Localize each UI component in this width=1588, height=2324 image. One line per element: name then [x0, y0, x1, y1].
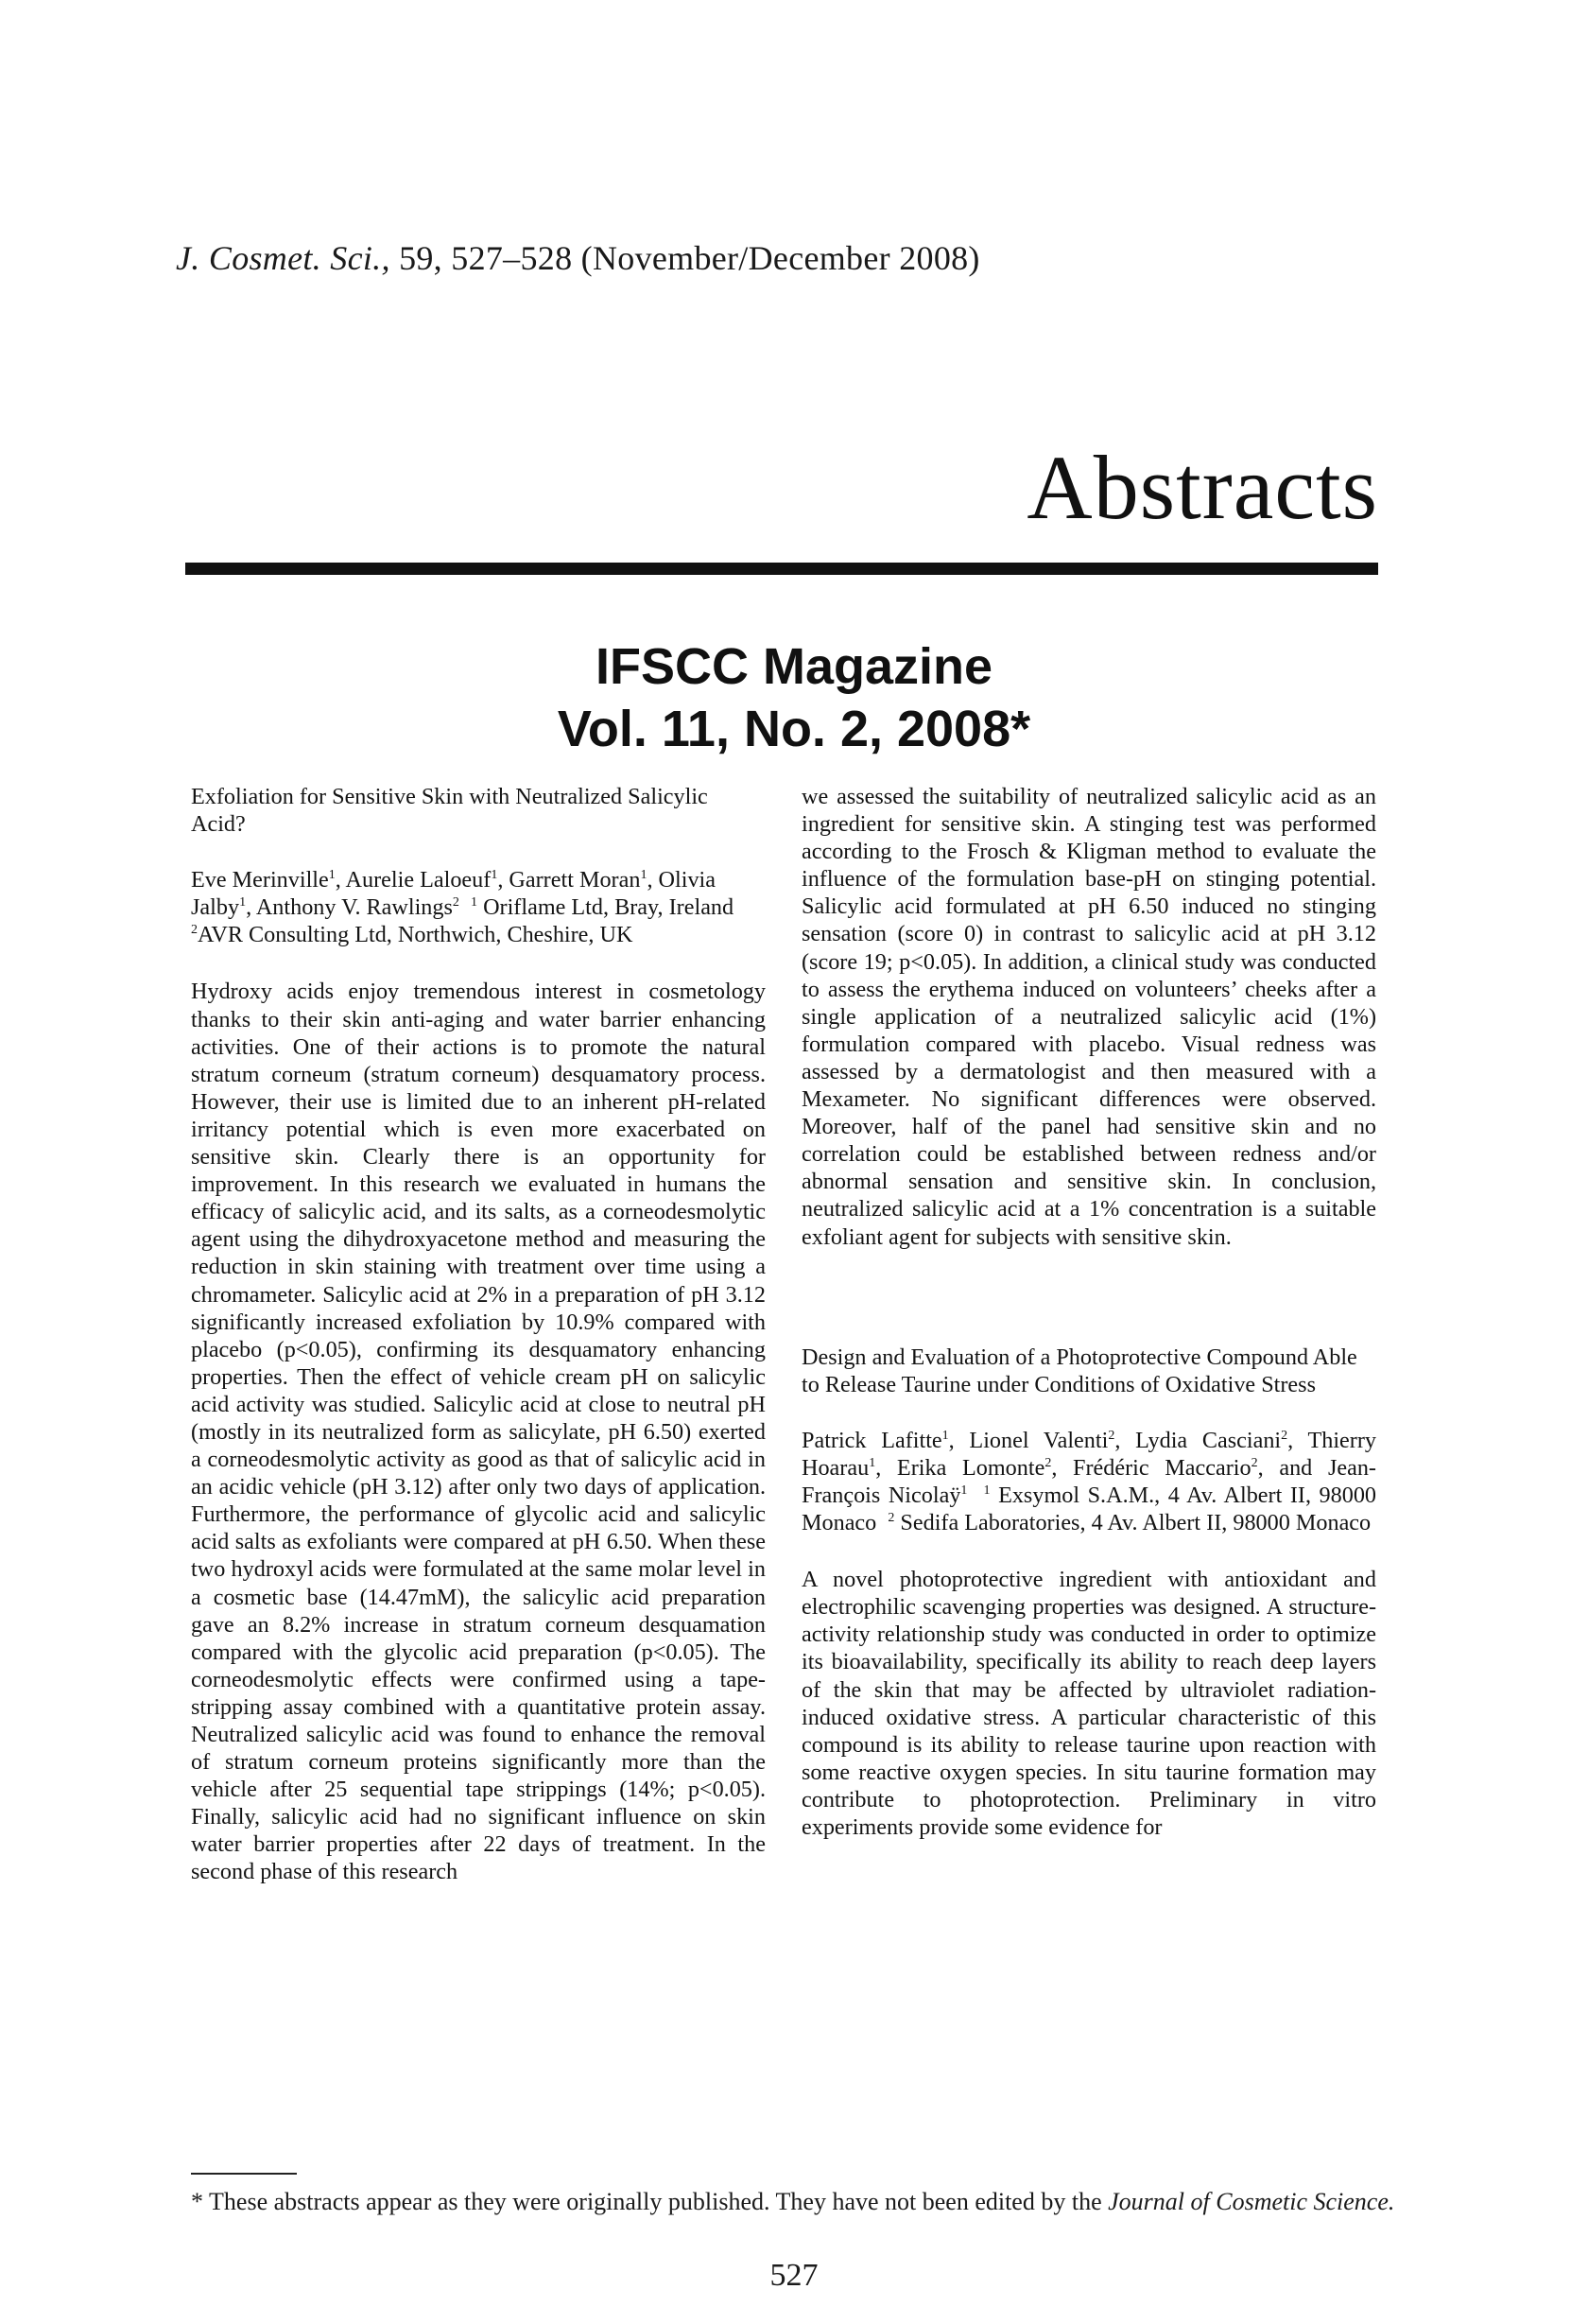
affiliation: AVR Consulting Ltd, Northwich, Cheshire, UK	[198, 922, 633, 948]
running-head	[176, 238, 980, 278]
affiliation: Sedifa Laboratories, 4 Av. Albert II, 98000 Monaco	[900, 1510, 1372, 1536]
footnote-rule	[191, 2173, 297, 2175]
section-title: Abstracts	[1027, 437, 1378, 538]
author: Erika Lomonte	[896, 1454, 1045, 1481]
left-column	[191, 783, 766, 1886]
abstract1-body-part2: we assessed the suitability of neutralized salicylic acid as an ingredient for sensitive skin. A stinging test was performed according to the Frosch & Kligman method to evaluate the influence of the formulation base-pH on stinging potential. Salicylic acid formulated at pH 6.50 induced no stinging sensation (score 0) in contrast to salicylic acid at pH 3.12 (score 19; p<0.05). In addition, a clinical study was conducted to assess the erythema induced on volunteers’ cheeks after a single application of a neutralized salicylic acid (1%) formulation compared with placebo. Visual redness was assessed by a dermatologist and then measured with a Mexameter. No significant differences were observed. Moreover, half of the panel had sensitive skin and no correlation could be established between redness and/or abnormal sensation and sensitive skin. In conclusion, neutralized salicylic acid at a 1% concentration is a suitable exfoliant agent for subjects with sensitive skin.	[802, 784, 1376, 1250]
abstract2-authors: Patrick Lafitte$^1$, Lionel Valenti$^2$, Lydia Casciani$^2$, Thierry Hoarau$^1$, Erika Lomonte$^2$, Frédéric Maccario$^2$, and Jean-François Nicolaÿ$^1$ $^1$ Exsymol S.A.M., 4 Av. Albert II, 98000 Monaco $^2$ Sedifa Laboratories, 4 Av. Albert II, 98000 Monaco	[802, 1427, 1377, 1536]
affiliation: Exsymol S.A.M., 4 Av. Albert II, 98000 Monaco	[802, 1482, 1377, 1536]
magazine-issue: Vol. 11, No. 2, 2008*	[557, 701, 1031, 757]
right-column	[802, 783, 1376, 1841]
magazine-title	[0, 635, 1588, 760]
abstract1-body-part1: Hydroxy acids enjoy tremendous interest in cosmetology thanks to their skin anti-aging and water barrier enhancing activities. One of their actions is to promote the natural stratum corneum (stratum corneum) desquamatory process. However, their use is limited due to an inherent pH-related irritancy potential which is even more exacerbated on sensitive skin. Clearly there is an opportunity for improvement. In this research we evaluated in humans the efficacy of salicylic acid, and its salts, as a corneodesmolytic agent using the dihydroxyacetone method and measuring the reduction in skin staining with treatment over time using a chromameter. Salicylic acid at 2% in a preparation of pH 3.12 significantly increased exfoliation by 10.9% compared with placebo (p<0.05), confirming its desquamatory enhancing properties. Then the effect of vehicle cream pH on salicylic acid activity was studied. Salicylic acid at close to neutral pH (mostly in its neutralized form as salicylate, pH 6.50) exerted a corneodesmolytic activity as good as that of salicylic acid in an acidic vehicle (pH 3.12) after only two days of application. Furthermore, the performance of glycolic acid and salicylic acid salts as exfoliants were compared at pH 6.50. When these two hydroxyl acids were formulated at the same molar level in a cosmetic base (14.47mM), the salicylic acid preparation gave an 8.2% increase in stratum corneum desquamation compared with the glycolic acid preparation (p<0.05). The corneodesmolytic effects were confirmed using a tape-stripping assay combined with a quantitative protein assay. Neutralized salicylic acid was found to enhance the removal of stratum corneum proteins significantly more than the vehicle after 25 sequential tape strippings (14%; p<0.05). Finally, salicylic acid had no significant influence on skin water barrier properties after 22 days of treatment. In the second phase of this research	[191, 979, 766, 1885]
affiliation: Oriflame Ltd, Bray, Ireland	[483, 894, 734, 921]
author: Eve Merinville	[191, 867, 329, 893]
abstract1-authors: Eve Merinville$^1$, Aurelie Laloeuf$^1$, Garrett Moran$^1$, Olivia Jalby$^1$, Anthony V. Rawlings$^2$ $^1$ Oriflame Ltd, Bray, Ireland $^2$AVR Consulting Ltd, Northwich, Cheshire, UK	[191, 867, 734, 948]
author: Olivia Jalby	[191, 867, 716, 921]
author: Patrick Lafitte	[802, 1427, 942, 1453]
author: Thierry Hoarau	[802, 1427, 1376, 1481]
author: Garrett Moran	[509, 867, 641, 893]
abstract1-title: Exfoliation for Sensitive Skin with Neutralized Salicylic Acid?	[191, 784, 708, 838]
abstract2-body: A novel photoprotective ingredient with antioxidant and electrophilic scavenging properties was designed. A structure-activity relationship study was conducted in order to optimize its bioavailability, specifically its ability to reach deep layers of the skin that may be affected by ultraviolet radiation-induced oxidative stress. A particular characteristic of this compound is its ability to release taurine upon reaction with some reactive oxygen species. In situ taurine formation may contribute to photoprotection. Preliminary in vitro experiments provide some evidence for	[802, 1567, 1376, 1840]
author: Frédéric Maccario	[1073, 1454, 1251, 1481]
title-rule	[185, 563, 1378, 575]
author: Anthony V. Rawlings	[255, 894, 453, 921]
author: Aurelie Laloeuf	[345, 867, 492, 893]
footnote-journal: Journal of Cosmetic Science.	[1108, 2188, 1395, 2215]
author: Lydia Casciani	[1135, 1427, 1282, 1453]
journal-abbrev: J. Cosmet. Sci.,	[176, 239, 390, 277]
author: Lionel Valenti	[969, 1427, 1109, 1453]
abstract2-title: Design and Evaluation of a Photoprotective Compound Able to Release Taurine under Conditions of Oxidative Stress	[802, 1344, 1357, 1397]
citation: 59, 527–528 (November/December 2008)	[399, 239, 980, 277]
magazine-name: IFSCC Magazine	[595, 638, 993, 695]
page-number: 527	[769, 2258, 819, 2293]
footnote	[191, 2186, 1401, 2217]
footnote-text: * These abstracts appear as they were originally published. They have not been edited by the	[191, 2188, 1102, 2215]
author: Jean-François Nicolaÿ	[802, 1454, 1376, 1508]
